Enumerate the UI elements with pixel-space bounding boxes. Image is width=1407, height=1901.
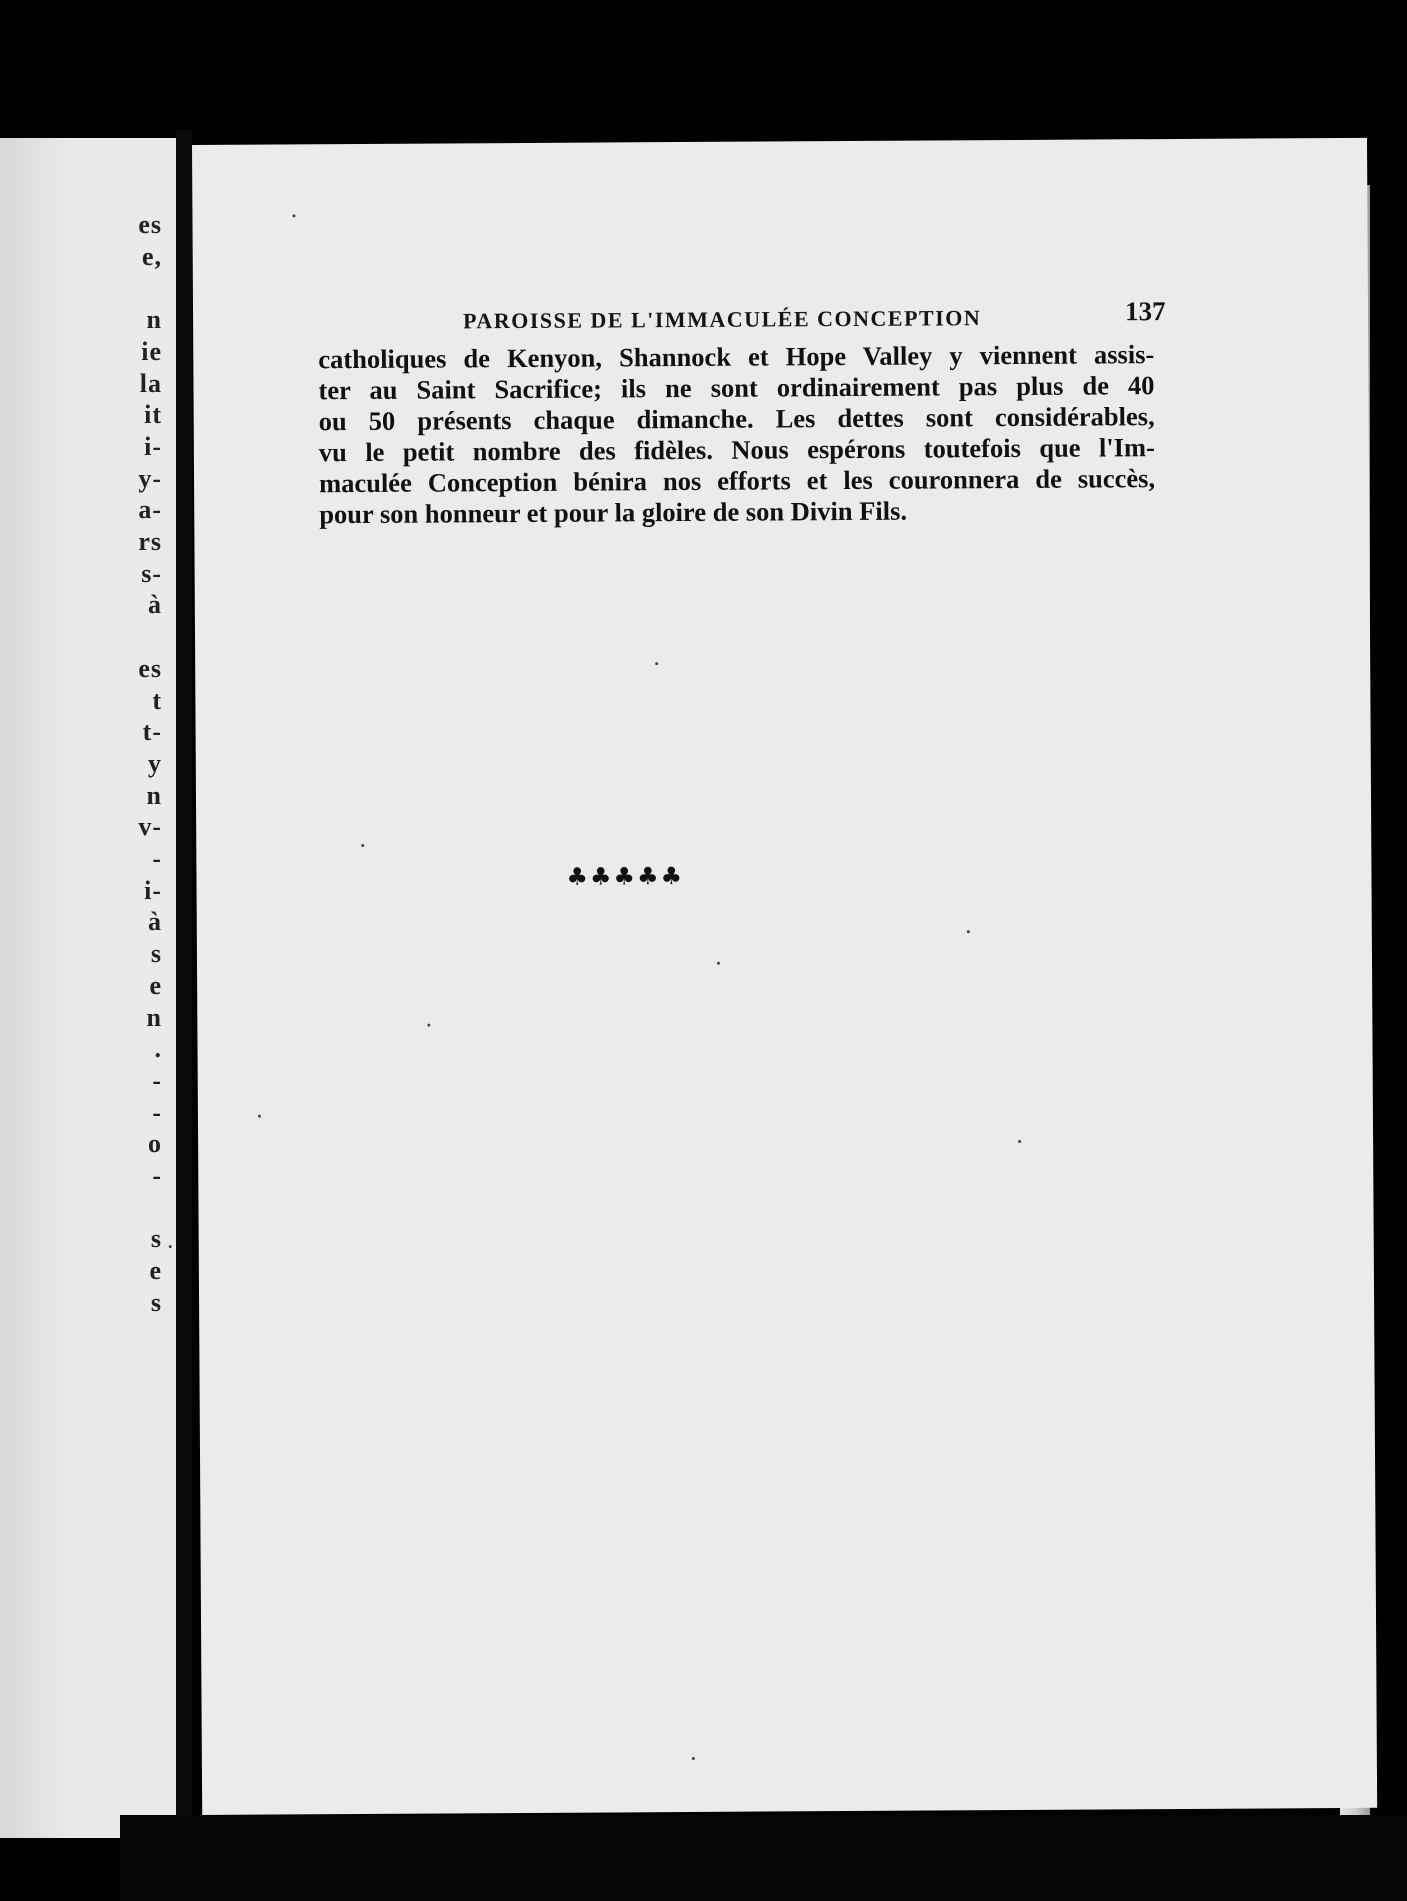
left-page-line-fragment: es xyxy=(138,653,162,683)
left-page-line-fragment: à xyxy=(148,907,162,937)
left-page-line-fragment: t xyxy=(152,685,162,715)
left-page-line-fragment: a- xyxy=(138,495,162,525)
paper-speck xyxy=(169,1245,172,1248)
paper-speck xyxy=(258,1115,261,1118)
left-page-line-fragment: t- xyxy=(142,717,162,747)
paper-speck xyxy=(292,214,295,217)
left-page-line-fragment: - xyxy=(152,844,162,873)
section-end-ornament: ♣♣♣♣♣ xyxy=(566,862,685,891)
left-page-line-fragment: y- xyxy=(138,463,162,493)
left-page-line-fragment: . xyxy=(154,1034,162,1064)
page-number: 137 xyxy=(1124,296,1166,327)
left-page-line-fragment: s- xyxy=(141,558,162,588)
right-page xyxy=(192,138,1377,1815)
left-page-line-fragment: - xyxy=(152,1161,162,1190)
book-gutter xyxy=(176,130,192,1901)
left-page-line-fragment: n xyxy=(146,780,162,810)
left-page-line-fragment: s xyxy=(150,1287,162,1317)
left-page-line-fragment: es xyxy=(138,210,162,239)
body-line: maculée Conception bénira nos efforts et les couronnera de succès, xyxy=(318,463,1156,499)
left-page-line-fragment: - xyxy=(152,1097,162,1127)
left-page-line-fragment: rs xyxy=(138,527,162,556)
left-page-line-fragment: i- xyxy=(144,431,162,461)
paper-speck xyxy=(1018,1140,1021,1143)
body-line: ou 50 présents chaque dimanche. Les dettes sont considérables, xyxy=(318,401,1155,437)
body-line: pour son honneur et pour la gloire de son Divin Fils. xyxy=(319,495,908,530)
left-page-line-fragment: la xyxy=(139,368,162,398)
body-line: vu le petit nombre des fidèles. Nous espérons toutefois que l'Im- xyxy=(318,432,1155,468)
left-page-line-fragment: y xyxy=(148,748,162,778)
left-page-line-fragment: v- xyxy=(138,812,162,842)
left-page-line-fragment: - xyxy=(152,1065,162,1095)
left-page-line-fragment: it xyxy=(144,400,162,430)
paper-speck xyxy=(427,1024,430,1027)
paper-speck xyxy=(967,930,970,933)
left-page-line-fragment: s xyxy=(150,939,162,969)
paper-speck xyxy=(717,962,720,965)
left-page-line-fragment: e, xyxy=(141,241,162,271)
left-page-line-fragment: ie xyxy=(141,336,162,366)
paper-speck xyxy=(655,662,658,665)
paper-speck xyxy=(692,1757,695,1760)
left-page-line-fragment: e xyxy=(149,970,162,1000)
left-page-line-fragment: n xyxy=(146,1002,162,1032)
body-line: ter au Saint Sacrifice; ils ne sont ordinairement pas plus de 40 xyxy=(318,370,1155,406)
scan-bottom-shadow xyxy=(120,1815,1407,1901)
left-page-line-fragment: n xyxy=(146,305,162,335)
left-page-line-fragment: à xyxy=(148,590,162,620)
left-page-line-fragment: e xyxy=(149,1256,162,1286)
left-page-line-fragment: i- xyxy=(144,875,162,905)
body-line: catholiques de Kenyon, Shannock et Hope Valley y viennent assis- xyxy=(318,339,1155,375)
body-paragraph xyxy=(318,339,1155,530)
running-head: PAROISSE DE L'IMMACULÉE CONCEPTION xyxy=(463,305,982,334)
left-page-line-fragment: o xyxy=(148,1129,162,1159)
paper-speck xyxy=(361,844,364,847)
left-facing-page xyxy=(0,138,176,1838)
left-page-line-fragment: s xyxy=(150,1224,162,1254)
